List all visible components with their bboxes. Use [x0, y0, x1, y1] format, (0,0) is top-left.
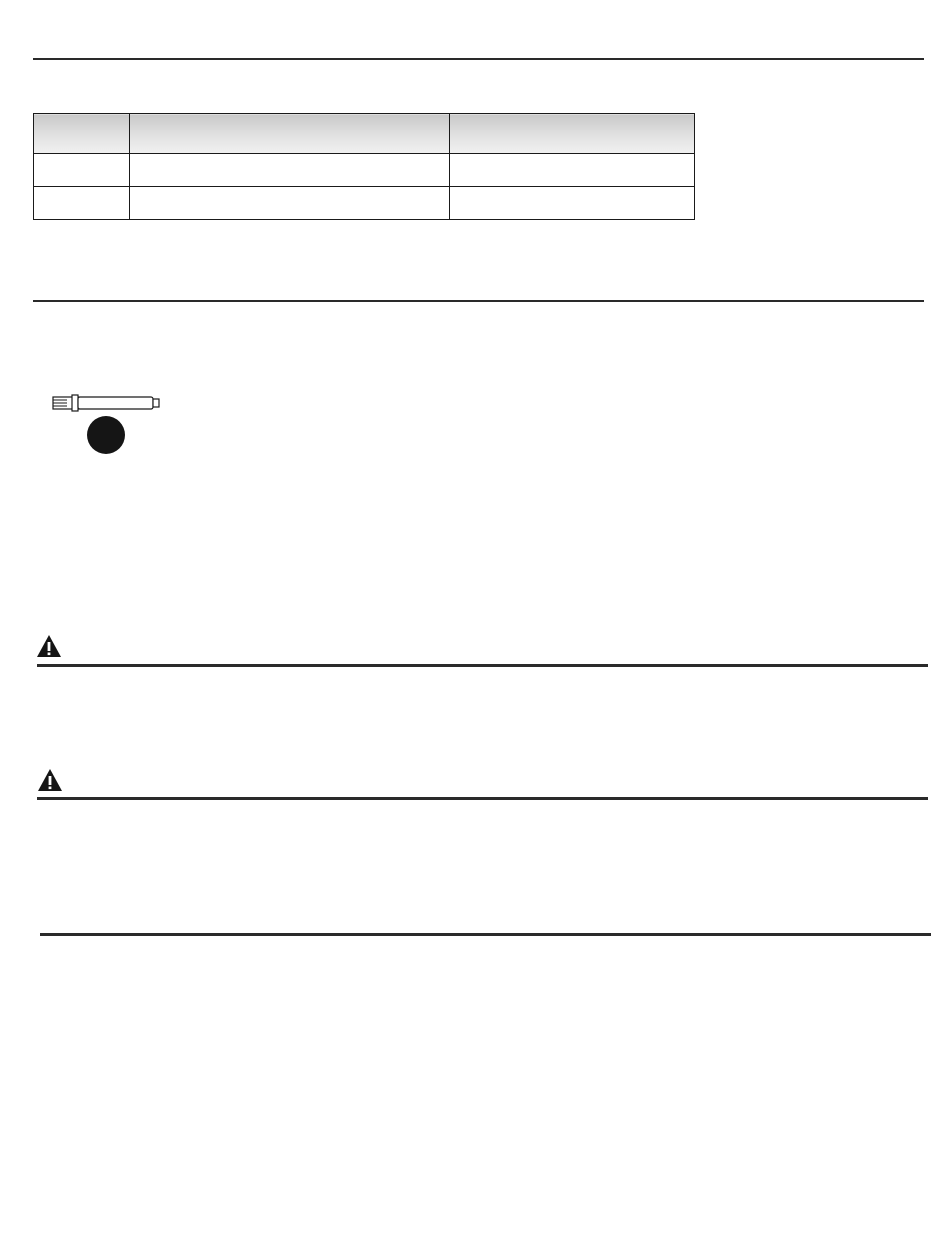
- table-cell: [129, 154, 449, 187]
- warning-divider: [37, 664, 928, 667]
- warning-triangle-icon: [37, 768, 63, 792]
- table-cell: [129, 187, 449, 220]
- table-header-cell: [34, 114, 130, 154]
- table-header-cell: [129, 114, 449, 154]
- filled-circle-marker-icon: [87, 416, 125, 454]
- section-divider-top: [33, 58, 924, 60]
- table-header-row: [34, 114, 695, 154]
- table-header-cell: [449, 114, 694, 154]
- marker-pen-icon: [52, 393, 162, 413]
- table-row: [34, 187, 695, 220]
- caution-divider: [37, 797, 928, 800]
- table-cell: [449, 187, 694, 220]
- section-divider-bottom: [40, 933, 931, 936]
- table-cell: [34, 154, 130, 187]
- table-row: [34, 154, 695, 187]
- table-cell: [34, 187, 130, 220]
- parts-table: [33, 113, 695, 220]
- section-divider-parts: [33, 300, 924, 302]
- warning-triangle-icon: [36, 634, 62, 658]
- table-cell: [449, 154, 694, 187]
